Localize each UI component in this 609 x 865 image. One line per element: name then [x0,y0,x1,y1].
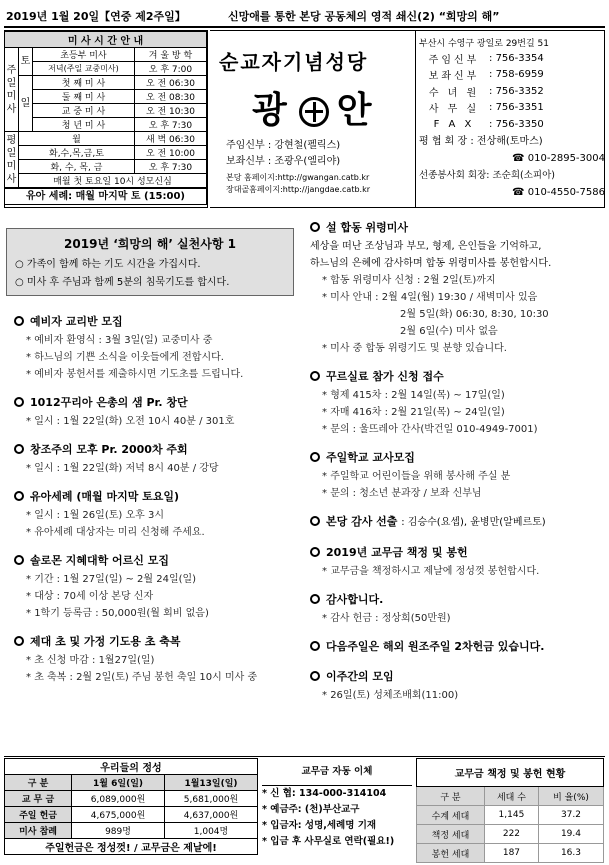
bullet-icon [14,491,24,501]
section-item: * 형제 415차 : 2월 14일(목) ~ 17일(일) [322,390,505,401]
contact-label: 사 무 실 [428,104,480,116]
mass-schedule-title: 미 사 시 간 안 내 [5,32,207,48]
stats-header: 1월13일(일) [165,775,258,791]
volunteer-chair: 선종봉사회 회장: 조순희(소피아) [419,169,555,181]
contribution-header: 구 분 [417,787,485,806]
bullet-icon [310,371,320,381]
bulletin-theme: 신망애를 통한 본당 공동체의 영적 쇄신(2) “희망의 해” [228,10,500,23]
bullet-icon [14,555,24,565]
plan-item: ○ 가족이 함께 하는 기도 시간을 가집시다. [15,259,201,270]
mass-name: 첫 째 미 사 [33,76,135,90]
offering-stats-table [4,758,258,855]
section-item: * 합동 위령미사 신청 : 2월 2일(토)까지 [322,275,496,286]
logo-text-right: 안 [336,90,376,131]
stats-title: 우리들의 정성 [5,759,258,775]
contact-row: 수 녀 원 : 756-3352 [419,83,605,100]
mass-name: 매월 첫 토요일 10시 성모신심 [19,174,207,188]
homepage-link[interactable]: 장대골홈페이지:http://jangdae.catb.kr [226,185,370,194]
section-title: 예비자 교리반 모집 [14,312,304,332]
contact-phone: 756-3352 [495,85,544,97]
mass-time: 오 전 10:00 [134,146,206,160]
bullet-icon [14,397,24,407]
council-chair: 평 협 회 장 : 전상해(토마스) [419,135,543,147]
mass-time: 오 전 10:30 [134,104,206,118]
section-item: * 문의 : 울뜨레아 간사(박건일 010-4949-7001) [322,424,538,435]
contact-row: F A X : 756-3350 [419,116,605,133]
contact-row: 주임신부 : 756-3354 [419,50,605,67]
saturday-label: 토 [19,48,33,76]
mass-name: 교 중 미 사 [33,104,135,118]
mass-time: 겨 울 방 학 [134,48,206,62]
stats-row-label: 교 무 금 [5,791,72,807]
contribution-row-label: 수계 세대 [417,806,485,825]
stats-cell: 989명 [72,823,165,839]
section-title: 솔로몬 지혜대학 어르신 모집 [14,551,304,571]
contact-label: 보좌신부 [428,71,480,83]
contact-row: 보좌신부 : 758-6959 [419,67,605,84]
section-title: 주일학교 교사모집 [310,448,605,468]
section-title: 2019년 교무금 책정 및 봉헌 [310,543,605,563]
weekday-mass-label: 평 일 미 사 [5,132,19,188]
section-item: 2월 6일(수) 미사 없음 [400,326,498,337]
mass-time: 오 전 08:30 [134,90,206,104]
bullet-icon [310,516,320,526]
mass-time: 오 후 7:30 [134,160,206,174]
section-item: 하느님의 은혜에 감사하며 합동 위령미사를 봉헌합시다. [310,258,552,269]
contribution-header: 세대 수 [484,787,538,806]
bullet-icon [310,222,320,232]
plan-item-text: 가족이 함께 하는 기도 시간을 가집시다. [26,259,201,270]
chief-pastor: 주임신부 : 강현철(펠릭스) [226,140,341,151]
mass-name: 월 [19,132,135,146]
section-item: * 유아세례 대상자는 미리 신청해 주세요. [26,527,205,538]
section-item: * 예비자 환영식 : 3월 3일(일) 교중미사 중 [26,335,213,346]
plan-title: 2019년 ‘희망의 해’ 실천사항 1 [64,237,236,251]
auto-transfer-box [262,758,412,850]
yearly-plan-box [6,228,294,296]
auto-transfer-line: * 입금 후 사무실로 연락(필요!) [262,836,395,847]
mass-name: 초등부 미사 [33,48,135,62]
info-divider [415,30,416,208]
mass-schedule-table [4,31,207,188]
contact-label: 수 녀 원 [428,87,480,99]
section-item: * 초 신청 마감 : 1월27일(일) [26,655,155,666]
mass-time: 오 후 7:30 [134,118,206,132]
council-phone: ☎ 010-2895-3004 [512,152,605,164]
stats-cell: 4,637,000원 [165,807,258,823]
stats-row-label: 미사 참례 [5,823,72,839]
bulletin-date: 2019년 1월 20일【연중 제2주일】 [6,10,186,23]
contribution-table [416,758,604,863]
section-item: * 1학기 등록금 : 50,000원(월 회비 없음) [26,608,209,619]
assistant-pastor: 보좌신부 : 조광우(엘리야) [226,156,341,167]
contact-info [419,36,605,201]
contact-row: 사 무 실 : 756-3351 [419,100,605,117]
mass-name: 화, 수, 목, 금 [19,160,135,174]
section-item: * 미사 안내 : 2월 4일(월) 19:30 / 새벽미사 있음 [322,292,538,303]
stats-cell: 6,089,000원 [72,791,165,807]
section-item: * 초 축복 : 2월 2일(토) 주님 봉헌 축일 10시 미사 중 [26,672,258,683]
contribution-row-label: 봉헌 세대 [417,844,485,863]
section-item: * 자매 416차 : 2월 21일(목) ~ 24일(일) [322,407,505,418]
section-item: * 26일(토) 성체조배회(11:00) [322,690,459,701]
mass-time: 오 전 06:30 [134,76,206,90]
section-title: 1012꾸리아 은총의 샘 Pr. 창단 [14,393,304,413]
stats-header: 구 분 [5,775,72,791]
stats-cell: 5,681,000원 [165,791,258,807]
contact-phone: 758-6959 [495,69,544,81]
sunday-mass-label: 주 일 미 사 [5,48,19,132]
stats-header: 1월 6일(일) [72,775,165,791]
mass-name: 청 년 미 사 [33,118,135,132]
right-announcements [310,218,605,704]
bullet-icon [310,547,320,557]
contact-label: F A X [433,118,475,130]
mass-name: 저녁(주일 교중미사) [33,62,135,76]
section-item: * 일시 : 1월 22일(화) 저녁 8시 40분 / 강당 [26,463,219,474]
plan-item-text: 미사 후 주님과 함께 5분의 침묵기도를 합시다. [26,277,230,288]
homepage-link[interactable]: 본당 홈페이지:http://gwangan.catb.kr [226,173,370,182]
left-announcements [14,312,304,686]
section-title: 창조주의 모후 Pr. 2000차 주회 [14,440,304,460]
section-item: * 미사 중 합동 위령기도 및 분향 있습니다. [322,343,507,354]
section-item: * 하느님의 기쁜 소식을 이웃들에게 전합시다. [26,352,224,363]
section-title: 설 합동 위령미사 [310,218,605,238]
section-title: 이주간의 모임 [310,667,605,687]
bullet-icon [310,671,320,681]
bullet-icon [310,641,320,651]
contribution-cell: 37.2 [538,806,603,825]
logo-text-left: 광 [252,90,291,131]
stats-cell: 4,675,000원 [72,807,165,823]
contribution-title: 교무금 책정 및 봉헌 현황 [417,759,604,787]
mass-time: 새 벽 06:30 [134,132,206,146]
section-item: * 감사 헌금 : 정상희(50만원) [322,613,451,624]
auto-transfer-line: * 신 협: 134-000-314104 [262,788,387,799]
section-title: 꾸르실료 참가 신청 접수 [310,367,605,387]
volunteer-phone: ☎ 010-4550-7586 [512,186,605,198]
header-divider [4,26,605,28]
section-item: * 기간 : 1월 27일(일) ~ 2월 24일(일) [26,574,197,585]
contribution-cell: 222 [484,825,538,844]
auto-transfer-title: 교무금 자동 이체 [262,758,412,786]
cross-emblem-icon [299,97,329,127]
stats-cell: 1,004명 [165,823,258,839]
plan-item: ○ 미사 후 주님과 함께 5분의 침묵기도를 합시다. [15,277,230,288]
bottom-divider [4,756,605,757]
contact-label: 주임신부 [428,54,480,66]
section-title: 본당 감사 선출 : 김승수(요셉), 윤병만(알베르토) [310,512,605,533]
section-item: * 교무금을 책정하시고 제날에 정성껏 봉헌합시다. [322,566,540,577]
section-title: 감사합니다. [310,590,605,610]
church-main-logo [252,82,376,133]
section-item: * 문의 : 청소년 분과장 / 보좌 신부님 [322,488,482,499]
section-item: * 대상 : 70세 이상 본당 신자 [26,591,154,602]
bullet-icon [310,452,320,462]
mass-name: 둘 째 미 사 [33,90,135,104]
contribution-row-label: 책정 세대 [417,825,485,844]
section-item: * 일시 : 1월 26일(토) 오후 3시 [26,510,164,521]
contribution-header: 비 율(%) [538,787,603,806]
bullet-icon [14,444,24,454]
section-title: 다음주일은 해외 원조주일 2차헌금 있습니다. [310,637,605,657]
bullet-icon [14,316,24,326]
contribution-cell: 187 [484,844,538,863]
section-item: * 주일학교 어린이들을 위해 봉사해 주실 분 [322,471,511,482]
section-item: * 예비자 봉헌서를 제출하시면 기도초를 드립니다. [26,369,244,380]
section-item: * 일시 : 1월 22일(화) 오전 10시 40분 / 301호 [26,416,235,427]
homepages [226,172,370,196]
contact-phone: 756-3351 [495,102,544,114]
mass-name: 화,수,목,금,토 [19,146,135,160]
section-title: 유아세례 (매월 마지막 토요일) [14,487,304,507]
contact-phone: 756-3350 [495,118,544,130]
stats-row-label: 주일 헌금 [5,807,72,823]
infant-baptism-note: 유아 세례: 매월 마지막 토 (15:00) [4,188,207,205]
bullet-icon [14,636,24,646]
pastor-info [226,138,340,170]
sunday-label: 일 [19,76,33,132]
mass-time: 오 후 7:00 [134,62,206,76]
contribution-cell: 1,145 [484,806,538,825]
bullet-icon [310,594,320,604]
church-name-logo: 순교자기념성당 [219,50,369,74]
contact-phone: 756-3354 [495,52,544,64]
auto-transfer-line: * 입금자: 성명,세례명 기재 [262,820,377,831]
contribution-cell: 19.4 [538,825,603,844]
section-item: 2월 5일(화) 06:30, 8:30, 10:30 [400,309,549,320]
section-title: 제대 초 및 가정 기도용 초 축복 [14,632,304,652]
church-address: 부산시 수영구 광일로 29번길 51 [419,39,549,49]
contribution-cell: 16.3 [538,844,603,863]
section-item: 세상을 떠난 조상님과 부모, 형제, 은인들을 기억하고, [310,241,542,252]
stats-footer: 주일헌금은 정성껏! / 교무금은 제날에! [5,839,258,855]
auto-transfer-line: * 예금주: (천)부산교구 [262,804,360,815]
